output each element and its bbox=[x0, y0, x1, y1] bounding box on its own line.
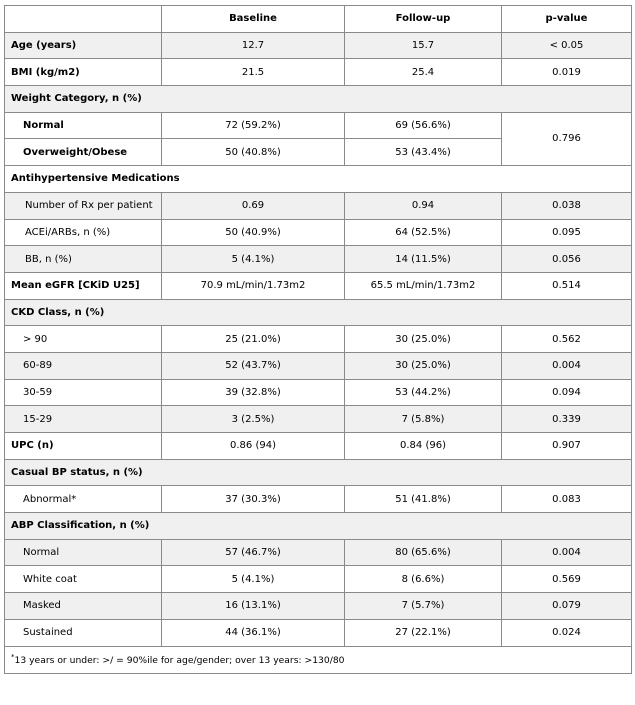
row-label: ACEi/ARBs, n (%) bbox=[5, 219, 162, 246]
baseline-cell: 50 (40.8%) bbox=[162, 139, 345, 166]
row-label: 30-59 bbox=[5, 379, 162, 406]
pvalue-cell: 0.004 bbox=[502, 539, 632, 566]
baseline-cell: 50 (40.9%) bbox=[162, 219, 345, 246]
pvalue-cell: 0.514 bbox=[502, 272, 632, 299]
row-label: > 90 bbox=[5, 326, 162, 353]
row-label: Age (years) bbox=[5, 32, 162, 59]
table-row-age bbox=[5, 32, 632, 59]
baseline-cell: 70.9 mL/min/1.73m2 bbox=[162, 272, 345, 299]
baseline-cell: 5 (4.1%) bbox=[162, 566, 345, 593]
baseline-cell: 37 (30.3%) bbox=[162, 486, 345, 513]
followup-cell: 0.84 (96) bbox=[345, 433, 502, 460]
baseline-cell: 5 (4.1%) bbox=[162, 246, 345, 273]
table-row-normal-weight bbox=[5, 112, 632, 139]
baseline-cell: 16 (13.1%) bbox=[162, 593, 345, 620]
followup-cell: 30 (25.0%) bbox=[345, 326, 502, 353]
followup-cell: 27 (22.1%) bbox=[345, 619, 502, 646]
baseline-cell: 0.69 bbox=[162, 192, 345, 219]
table-row-ckd-90 bbox=[5, 326, 632, 353]
table-row-bmi bbox=[5, 59, 632, 86]
header-row bbox=[5, 6, 632, 33]
followup-cell: 80 (65.6%) bbox=[345, 539, 502, 566]
baseline-cell: 52 (43.7%) bbox=[162, 352, 345, 379]
pvalue-cell: 0.907 bbox=[502, 433, 632, 460]
header-cell-label bbox=[5, 6, 162, 33]
row-label: Sustained bbox=[5, 619, 162, 646]
row-label: Abnormal* bbox=[5, 486, 162, 513]
followup-cell: 14 (11.5%) bbox=[345, 246, 502, 273]
row-label: Normal bbox=[5, 539, 162, 566]
row-label: 15-29 bbox=[5, 406, 162, 433]
followup-cell: 7 (5.8%) bbox=[345, 406, 502, 433]
section-label: Weight Category, n (%) bbox=[5, 86, 632, 113]
baseline-cell: 0.86 (94) bbox=[162, 433, 345, 460]
section-header-weight bbox=[5, 86, 632, 113]
followup-cell: 65.5 mL/min/1.73m2 bbox=[345, 272, 502, 299]
followup-cell: 30 (25.0%) bbox=[345, 352, 502, 379]
section-label: CKD Class, n (%) bbox=[5, 299, 632, 326]
pvalue-cell: 0.019 bbox=[502, 59, 632, 86]
row-label: Normal bbox=[5, 112, 162, 139]
data-table-container bbox=[4, 5, 632, 674]
row-label: 60-89 bbox=[5, 352, 162, 379]
header-cell-pvalue: p-value bbox=[502, 6, 632, 33]
pvalue-cell: < 0.05 bbox=[502, 32, 632, 59]
row-label: White coat bbox=[5, 566, 162, 593]
pvalue-cell: 0.024 bbox=[502, 619, 632, 646]
row-label: Number of Rx per patient bbox=[5, 192, 162, 219]
table-row-masked bbox=[5, 593, 632, 620]
followup-cell: 64 (52.5%) bbox=[345, 219, 502, 246]
followup-cell: 7 (5.7%) bbox=[345, 593, 502, 620]
baseline-cell: 39 (32.8%) bbox=[162, 379, 345, 406]
pvalue-cell: 0.056 bbox=[502, 246, 632, 273]
table-row-white-coat bbox=[5, 566, 632, 593]
row-label: UPC (n) bbox=[5, 433, 162, 460]
followup-cell: 69 (56.6%) bbox=[345, 112, 502, 139]
followup-cell: 53 (43.4%) bbox=[345, 139, 502, 166]
baseline-cell: 3 (2.5%) bbox=[162, 406, 345, 433]
pvalue-cell: 0.094 bbox=[502, 379, 632, 406]
baseline-cell: 44 (36.1%) bbox=[162, 619, 345, 646]
baseline-cell: 21.5 bbox=[162, 59, 345, 86]
table-row-sustained bbox=[5, 619, 632, 646]
baseline-cell: 57 (46.7%) bbox=[162, 539, 345, 566]
footnote-marker: * bbox=[11, 652, 15, 661]
table-row-egfr bbox=[5, 272, 632, 299]
row-label: Mean eGFR [CKiD U25] bbox=[5, 272, 162, 299]
row-label: BMI (kg/m2) bbox=[5, 59, 162, 86]
header-cell-baseline: Baseline bbox=[162, 6, 345, 33]
section-label: ABP Classification, n (%) bbox=[5, 513, 632, 540]
pvalue-cell-merged: 0.796 bbox=[502, 112, 632, 165]
followup-cell: 0.94 bbox=[345, 192, 502, 219]
pvalue-cell: 0.095 bbox=[502, 219, 632, 246]
pvalue-cell: 0.339 bbox=[502, 406, 632, 433]
followup-cell: 8 (6.6%) bbox=[345, 566, 502, 593]
table-row-upc bbox=[5, 433, 632, 460]
section-header-antihypertensive bbox=[5, 166, 632, 193]
table-row-abp-normal bbox=[5, 539, 632, 566]
row-label: Masked bbox=[5, 593, 162, 620]
table-row-num-rx bbox=[5, 192, 632, 219]
followup-cell: 25.4 bbox=[345, 59, 502, 86]
pvalue-cell: 0.038 bbox=[502, 192, 632, 219]
baseline-cell: 12.7 bbox=[162, 32, 345, 59]
baseline-cell: 25 (21.0%) bbox=[162, 326, 345, 353]
section-header-casual-bp bbox=[5, 459, 632, 486]
baseline-cell: 72 (59.2%) bbox=[162, 112, 345, 139]
header-cell-followup: Follow-up bbox=[345, 6, 502, 33]
table-row-ckd-60 bbox=[5, 352, 632, 379]
footnote-row bbox=[5, 646, 632, 673]
followup-cell: 15.7 bbox=[345, 32, 502, 59]
pvalue-cell: 0.562 bbox=[502, 326, 632, 353]
section-header-abp bbox=[5, 513, 632, 540]
section-label: Antihypertensive Medications bbox=[5, 166, 632, 193]
footnote-text: 13 years or under: >/ = 90%ile for age/gender; over 13 years: >130/80 bbox=[14, 655, 345, 667]
section-label: Casual BP status, n (%) bbox=[5, 459, 632, 486]
table-row-ckd-30 bbox=[5, 379, 632, 406]
table-row-ckd-15 bbox=[5, 406, 632, 433]
pvalue-cell: 0.079 bbox=[502, 593, 632, 620]
footnote bbox=[5, 646, 632, 673]
table-row-bb bbox=[5, 246, 632, 273]
followup-cell: 51 (41.8%) bbox=[345, 486, 502, 513]
followup-cell: 53 (44.2%) bbox=[345, 379, 502, 406]
pvalue-cell: 0.083 bbox=[502, 486, 632, 513]
row-label: Overweight/Obese bbox=[5, 139, 162, 166]
table-row-abnormal bbox=[5, 486, 632, 513]
pvalue-cell: 0.004 bbox=[502, 352, 632, 379]
data-table bbox=[4, 5, 632, 674]
pvalue-cell: 0.569 bbox=[502, 566, 632, 593]
table-row-acei bbox=[5, 219, 632, 246]
section-header-ckd bbox=[5, 299, 632, 326]
row-label: BB, n (%) bbox=[5, 246, 162, 273]
